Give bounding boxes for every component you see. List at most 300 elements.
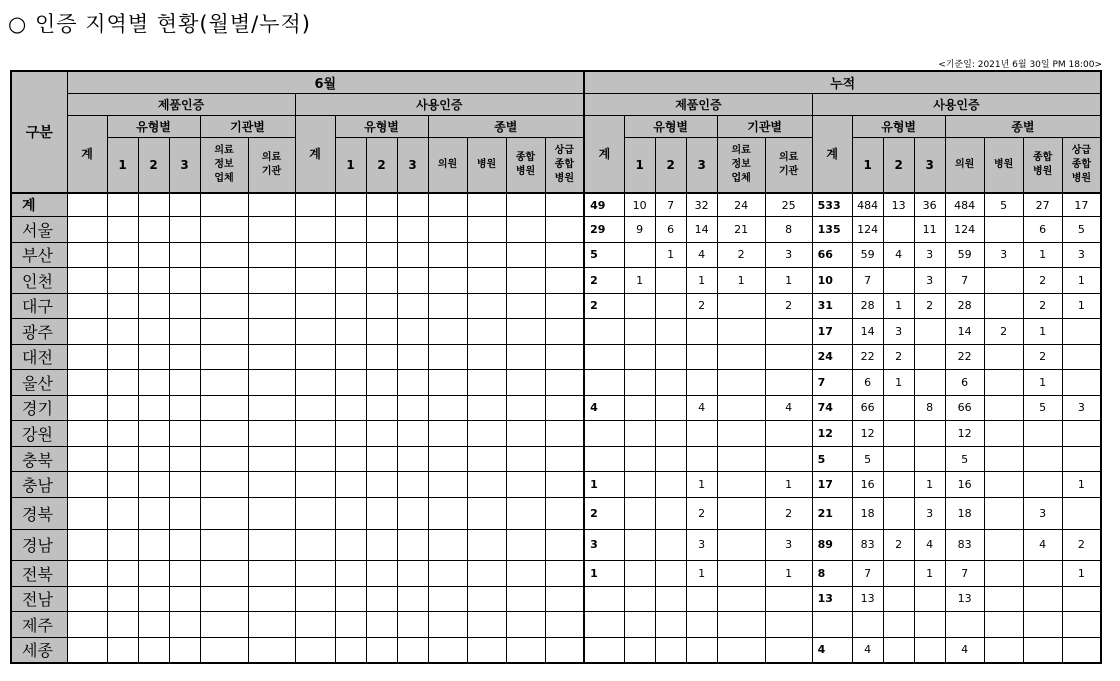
- month-cell: [545, 268, 584, 294]
- cumulative-cell: [686, 344, 717, 370]
- cumulative-cell: [984, 612, 1023, 638]
- cumulative-cell: 2: [1023, 344, 1062, 370]
- cumulative-cell: 6: [655, 217, 686, 243]
- month-cell: [200, 421, 248, 447]
- month-cell: [248, 370, 295, 396]
- month-cell: [107, 529, 138, 561]
- cumulative-cell: 1: [686, 472, 717, 498]
- cum-product-type-2-header: 2: [655, 137, 686, 193]
- month-cell: [506, 612, 545, 638]
- month-product-by-agency-header: 기관별: [200, 115, 295, 137]
- cumulative-cell: 7: [852, 268, 883, 294]
- cumulative-cell: 66: [852, 395, 883, 421]
- cumulative-cell: 1: [914, 561, 945, 587]
- month-cell: [138, 497, 169, 529]
- month-cell: [397, 193, 428, 217]
- month-cell: [200, 586, 248, 612]
- cumulative-cell: 4: [686, 242, 717, 268]
- cumulative-cell: 2: [584, 497, 624, 529]
- month-header: 6월: [67, 71, 584, 93]
- month-use-type-1-header: 1: [335, 137, 366, 193]
- month-cell: [397, 612, 428, 638]
- cumulative-cell: [1062, 497, 1101, 529]
- month-cell: [295, 217, 335, 243]
- cumulative-cell: 6: [945, 370, 984, 396]
- month-cell: [428, 421, 467, 447]
- cumulative-cell: [984, 421, 1023, 447]
- month-cell: [467, 344, 506, 370]
- cumulative-cell: 13: [812, 586, 852, 612]
- table-row: [11, 293, 1101, 319]
- month-cell: [467, 193, 506, 217]
- cumulative-cell: 135: [812, 217, 852, 243]
- month-cell: [335, 472, 366, 498]
- month-cell: [169, 612, 200, 638]
- cumulative-cell: 66: [945, 395, 984, 421]
- cumulative-cell: 31: [812, 293, 852, 319]
- cumulative-cell: [984, 446, 1023, 472]
- cumulative-cell: [717, 497, 765, 529]
- cumulative-cell: 27: [1023, 193, 1062, 217]
- month-cell: [397, 293, 428, 319]
- cumulative-cell: [717, 395, 765, 421]
- page-title: ○ 인증 지역별 현황(월별/누적): [8, 12, 311, 36]
- cumulative-cell: [765, 344, 812, 370]
- cumulative-cell: 12: [852, 421, 883, 447]
- month-cell: [467, 421, 506, 447]
- month-cell: [545, 637, 584, 663]
- month-cell: [67, 637, 107, 663]
- table-row: [11, 586, 1101, 612]
- month-use-type-2-header: 2: [366, 137, 397, 193]
- month-cell: [545, 217, 584, 243]
- month-cell: [138, 446, 169, 472]
- cumulative-cell: 5: [812, 446, 852, 472]
- month-cell: [506, 529, 545, 561]
- month-cell: [248, 446, 295, 472]
- month-cell: [67, 193, 107, 217]
- month-cell: [428, 637, 467, 663]
- month-cell: [67, 612, 107, 638]
- month-cell: [107, 344, 138, 370]
- cumulative-cell: [984, 217, 1023, 243]
- cumulative-cell: [717, 637, 765, 663]
- month-cell: [428, 217, 467, 243]
- month-cell: [107, 637, 138, 663]
- cumulative-cell: 1: [765, 472, 812, 498]
- cumulative-cell: 2: [883, 529, 914, 561]
- month-cell: [138, 472, 169, 498]
- table-row: [11, 561, 1101, 587]
- table-row: [11, 529, 1101, 561]
- cumulative-cell: 1: [1062, 293, 1101, 319]
- cumulative-cell: 4: [1023, 529, 1062, 561]
- cumulative-cell: [1062, 446, 1101, 472]
- cumulative-cell: 1: [765, 561, 812, 587]
- month-cell: [138, 217, 169, 243]
- cumulative-cell: [624, 344, 655, 370]
- cumulative-cell: [584, 586, 624, 612]
- month-cell: [467, 637, 506, 663]
- table-row: [11, 612, 1101, 638]
- cumulative-cell: [883, 561, 914, 587]
- month-cell: [506, 217, 545, 243]
- month-cell: [169, 370, 200, 396]
- cumulative-cell: [686, 319, 717, 345]
- cumulative-cell: 1: [1062, 472, 1101, 498]
- cumulative-cell: [655, 319, 686, 345]
- month-cell: [428, 612, 467, 638]
- cumulative-cell: 17: [1062, 193, 1101, 217]
- region-label: 경북: [11, 497, 67, 529]
- month-cell: [295, 319, 335, 345]
- month-cell: [545, 293, 584, 319]
- month-product-agency-medical-header: 의료 기관: [248, 137, 295, 193]
- month-cell: [397, 421, 428, 447]
- cumulative-cell: 6: [1023, 217, 1062, 243]
- cumulative-cell: [655, 268, 686, 294]
- month-cell: [467, 561, 506, 587]
- month-cell: [428, 586, 467, 612]
- cumulative-cell: 24: [812, 344, 852, 370]
- cumulative-cell: [624, 472, 655, 498]
- cum-use-cert-header: 사용인증: [812, 93, 1101, 115]
- cumulative-cell: 2: [765, 497, 812, 529]
- cumulative-cell: 4: [883, 242, 914, 268]
- cumulative-cell: 2: [717, 242, 765, 268]
- month-cell: [200, 612, 248, 638]
- cumulative-cell: [1062, 344, 1101, 370]
- month-cell: [428, 529, 467, 561]
- month-cell: [397, 217, 428, 243]
- month-cell: [366, 446, 397, 472]
- month-use-type-3-header: 3: [397, 137, 428, 193]
- month-use-by-type-header: 유형별: [335, 115, 428, 137]
- cumulative-cell: 59: [945, 242, 984, 268]
- month-cell: [335, 242, 366, 268]
- month-use-kind-tertiary-header: 상급 종합 병원: [545, 137, 584, 193]
- cumulative-cell: [765, 446, 812, 472]
- cumulative-cell: [883, 497, 914, 529]
- month-cell: [138, 586, 169, 612]
- cumulative-cell: [624, 529, 655, 561]
- month-cell: [428, 193, 467, 217]
- cum-use-kind-hospital-header: 병원: [984, 137, 1023, 193]
- month-cell: [366, 637, 397, 663]
- cumulative-cell: [812, 612, 852, 638]
- cumulative-cell: [984, 497, 1023, 529]
- month-cell: [67, 446, 107, 472]
- month-cell: [428, 344, 467, 370]
- month-cell: [169, 497, 200, 529]
- cumulative-cell: [655, 497, 686, 529]
- cumulative-cell: [717, 344, 765, 370]
- month-cell: [295, 586, 335, 612]
- month-cell: [295, 472, 335, 498]
- month-cell: [335, 612, 366, 638]
- month-cell: [366, 268, 397, 294]
- month-cell: [545, 395, 584, 421]
- month-cell: [295, 242, 335, 268]
- cumulative-cell: [717, 446, 765, 472]
- cumulative-cell: [686, 612, 717, 638]
- cumulative-cell: 13: [883, 193, 914, 217]
- month-cell: [295, 370, 335, 396]
- cumulative-cell: 1: [1023, 370, 1062, 396]
- cumulative-cell: 5: [584, 242, 624, 268]
- cumulative-cell: [914, 586, 945, 612]
- cumulative-cell: 5: [1023, 395, 1062, 421]
- cumulative-cell: 16: [852, 472, 883, 498]
- cumulative-cell: [624, 637, 655, 663]
- month-cell: [467, 268, 506, 294]
- month-cell: [335, 395, 366, 421]
- cumulative-cell: [717, 370, 765, 396]
- cumulative-cell: [686, 637, 717, 663]
- cumulative-cell: 5: [1062, 217, 1101, 243]
- cumulative-cell: 9: [624, 217, 655, 243]
- month-cell: [467, 242, 506, 268]
- cumulative-cell: [1062, 421, 1101, 447]
- month-cell: [467, 529, 506, 561]
- cumulative-cell: 1: [883, 293, 914, 319]
- cumulative-cell: 5: [852, 446, 883, 472]
- cumulative-cell: [655, 293, 686, 319]
- month-cell: [397, 268, 428, 294]
- cumulative-cell: [624, 242, 655, 268]
- month-cell: [366, 217, 397, 243]
- cumulative-cell: 4: [765, 395, 812, 421]
- cumulative-cell: 18: [945, 497, 984, 529]
- cumulative-cell: 7: [812, 370, 852, 396]
- cumulative-cell: 3: [584, 529, 624, 561]
- cum-product-agency-medical-header: 의료 기관: [765, 137, 812, 193]
- region-label: 충남: [11, 472, 67, 498]
- month-product-type-3-header: 3: [169, 137, 200, 193]
- cumulative-cell: 484: [945, 193, 984, 217]
- month-cell: [169, 395, 200, 421]
- month-cell: [467, 395, 506, 421]
- month-cell: [248, 561, 295, 587]
- month-cell: [169, 529, 200, 561]
- cumulative-header: 누적: [584, 71, 1101, 93]
- month-cell: [295, 193, 335, 217]
- month-cell: [138, 319, 169, 345]
- cumulative-cell: 25: [765, 193, 812, 217]
- month-cell: [169, 293, 200, 319]
- region-label: 인천: [11, 268, 67, 294]
- month-cell: [67, 370, 107, 396]
- month-cell: [397, 446, 428, 472]
- cumulative-cell: 13: [945, 586, 984, 612]
- cum-use-total-header: 계: [812, 115, 852, 193]
- month-cell: [428, 561, 467, 587]
- month-cell: [248, 586, 295, 612]
- month-cell: [295, 612, 335, 638]
- cumulative-cell: 4: [914, 529, 945, 561]
- table-row: [11, 344, 1101, 370]
- cumulative-cell: 1: [584, 472, 624, 498]
- month-cell: [67, 319, 107, 345]
- table-row: [11, 421, 1101, 447]
- cumulative-cell: [765, 637, 812, 663]
- region-label: 제주: [11, 612, 67, 638]
- month-cell: [107, 497, 138, 529]
- month-cell: [138, 293, 169, 319]
- month-cell: [467, 217, 506, 243]
- cumulative-cell: 1: [914, 472, 945, 498]
- month-cell: [335, 637, 366, 663]
- month-cell: [506, 497, 545, 529]
- cumulative-cell: [655, 529, 686, 561]
- month-cell: [169, 193, 200, 217]
- month-cell: [107, 217, 138, 243]
- month-cell: [107, 193, 138, 217]
- cumulative-cell: 29: [584, 217, 624, 243]
- cumulative-cell: 1: [584, 561, 624, 587]
- cumulative-cell: 89: [812, 529, 852, 561]
- cumulative-cell: [624, 319, 655, 345]
- month-cell: [169, 421, 200, 447]
- cumulative-cell: 21: [717, 217, 765, 243]
- month-cell: [428, 395, 467, 421]
- cumulative-cell: [883, 472, 914, 498]
- cumulative-cell: 2: [686, 497, 717, 529]
- cum-product-total-header: 계: [584, 115, 624, 193]
- table-row: [11, 637, 1101, 663]
- cumulative-cell: [584, 344, 624, 370]
- month-cell: [200, 293, 248, 319]
- month-cell: [67, 586, 107, 612]
- cumulative-cell: 28: [945, 293, 984, 319]
- month-cell: [366, 612, 397, 638]
- month-cell: [67, 472, 107, 498]
- month-cell: [200, 395, 248, 421]
- cumulative-cell: 5: [945, 446, 984, 472]
- month-cell: [248, 421, 295, 447]
- month-cell: [467, 293, 506, 319]
- cumulative-cell: [624, 421, 655, 447]
- cumulative-cell: [984, 561, 1023, 587]
- month-cell: [397, 395, 428, 421]
- cumulative-cell: 1: [624, 268, 655, 294]
- cumulative-cell: [1062, 586, 1101, 612]
- month-cell: [295, 529, 335, 561]
- cumulative-cell: 36: [914, 193, 945, 217]
- cum-product-by-agency-header: 기관별: [717, 115, 812, 137]
- month-cell: [428, 370, 467, 396]
- month-cell: [200, 242, 248, 268]
- cumulative-cell: 28: [852, 293, 883, 319]
- cumulative-cell: 4: [812, 637, 852, 663]
- cumulative-cell: [984, 586, 1023, 612]
- cumulative-cell: 1: [883, 370, 914, 396]
- cumulative-cell: 4: [686, 395, 717, 421]
- month-cell: [506, 344, 545, 370]
- cumulative-cell: [624, 293, 655, 319]
- cumulative-cell: [1023, 612, 1062, 638]
- cumulative-cell: [765, 319, 812, 345]
- month-cell: [366, 497, 397, 529]
- cumulative-cell: 7: [655, 193, 686, 217]
- month-cell: [295, 497, 335, 529]
- month-cell: [397, 586, 428, 612]
- cumulative-cell: [655, 370, 686, 396]
- month-cell: [169, 561, 200, 587]
- month-cell: [295, 293, 335, 319]
- month-use-cert-header: 사용인증: [295, 93, 584, 115]
- month-cell: [506, 561, 545, 587]
- cumulative-cell: [584, 637, 624, 663]
- cumulative-cell: 8: [812, 561, 852, 587]
- cumulative-cell: [655, 446, 686, 472]
- month-cell: [200, 529, 248, 561]
- cumulative-cell: [655, 421, 686, 447]
- month-cell: [67, 395, 107, 421]
- cumulative-cell: [717, 421, 765, 447]
- month-cell: [248, 319, 295, 345]
- cumulative-cell: [717, 472, 765, 498]
- month-cell: [366, 344, 397, 370]
- month-cell: [138, 193, 169, 217]
- region-label: 대구: [11, 293, 67, 319]
- month-cell: [67, 268, 107, 294]
- month-cell: [506, 637, 545, 663]
- cumulative-cell: [655, 395, 686, 421]
- cumulative-cell: [717, 319, 765, 345]
- month-cell: [506, 268, 545, 294]
- cumulative-cell: [945, 612, 984, 638]
- month-cell: [248, 612, 295, 638]
- cumulative-cell: 14: [686, 217, 717, 243]
- cum-use-type-3-header: 3: [914, 137, 945, 193]
- month-cell: [335, 193, 366, 217]
- cumulative-cell: 4: [945, 637, 984, 663]
- cumulative-cell: 1: [1023, 242, 1062, 268]
- month-cell: [366, 472, 397, 498]
- month-cell: [428, 242, 467, 268]
- month-cell: [107, 446, 138, 472]
- cumulative-cell: [1023, 421, 1062, 447]
- cumulative-cell: [765, 612, 812, 638]
- region-label: 경기: [11, 395, 67, 421]
- month-cell: [248, 472, 295, 498]
- month-cell: [335, 268, 366, 294]
- month-cell: [467, 446, 506, 472]
- month-cell: [200, 268, 248, 294]
- cumulative-cell: [655, 344, 686, 370]
- cumulative-cell: 59: [852, 242, 883, 268]
- cumulative-cell: 2: [984, 319, 1023, 345]
- cumulative-cell: 8: [765, 217, 812, 243]
- month-cell: [545, 421, 584, 447]
- table-row: [11, 446, 1101, 472]
- cumulative-cell: [1023, 561, 1062, 587]
- cumulative-cell: [717, 612, 765, 638]
- month-cell: [67, 293, 107, 319]
- cumulative-cell: 3: [914, 497, 945, 529]
- month-cell: [545, 319, 584, 345]
- month-cell: [138, 637, 169, 663]
- table-row: [11, 217, 1101, 243]
- cumulative-cell: [655, 637, 686, 663]
- month-cell: [397, 561, 428, 587]
- cumulative-cell: [914, 421, 945, 447]
- cumulative-cell: 24: [717, 193, 765, 217]
- month-cell: [506, 293, 545, 319]
- cumulative-cell: 2: [1023, 268, 1062, 294]
- cumulative-cell: 17: [812, 472, 852, 498]
